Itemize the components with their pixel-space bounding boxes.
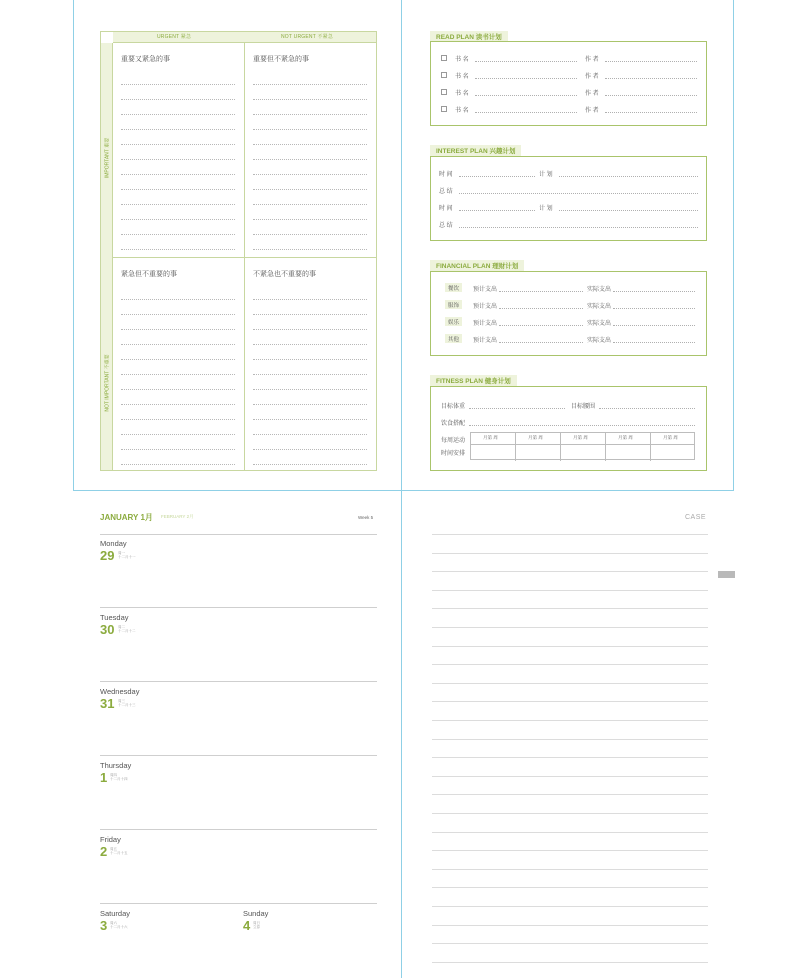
matrix-header-not-urgent: NOT URGENT 不紧急 [281,34,334,40]
day-name: Saturday [100,909,131,918]
note-line [432,943,708,944]
matrix-line [121,99,235,100]
matrix-line [253,129,367,130]
matrix-side-not-important: NOT IMPORTANT 不重要 [104,354,110,412]
page-guide-vertical-bottom [401,491,402,978]
book-name-line [475,78,577,79]
note-line [432,534,708,535]
quadrant-important-not-urgent-title: 重要但不紧急的事 [253,56,309,63]
note-line [432,906,708,907]
book-name-label: 书 名 [455,91,469,97]
quadrant-urgent-not-important-title: 紧急但不重要的事 [121,271,177,278]
day-separator [100,829,377,830]
matrix-line [121,314,235,315]
fitness-grid-cell [471,433,516,461]
author-label: 作 者 [585,91,599,97]
day-name: Wednesday [100,687,140,696]
day-lunar-weekday: 周四 [110,773,117,777]
matrix-line [121,449,235,450]
day-lunar-date: 十二月十一 [118,555,136,559]
matrix-line [253,99,367,100]
fitness-week-label: 月第 周 [573,435,588,440]
fitness-target-waist-line [599,408,695,409]
book-name-line [475,95,577,96]
note-line [432,813,708,814]
day-name: Friday [100,835,121,844]
note-line [432,869,708,870]
matrix-line [121,159,235,160]
fitness-target-weight-line [469,408,565,409]
interest-time-line-1 [459,176,535,177]
matrix-line [253,249,367,250]
note-line [432,757,708,758]
expense-category: 服饰 [445,300,462,309]
page-side-tab [718,571,735,578]
note-line [432,646,708,647]
note-line [432,850,708,851]
day-lunar-date: 立春 [253,925,260,929]
matrix-side [101,43,113,470]
actual-line [613,291,695,292]
day-separator [100,681,377,682]
day-number: 1 [100,770,108,785]
actual-label: 实际支出 [587,304,612,310]
note-line [432,571,708,572]
fitness-week-label: 月第 周 [618,435,633,440]
note-line [432,739,708,740]
matrix-line [253,234,367,235]
day-number: 3 [100,918,108,933]
read-plan-title: READ PLAN 读书计划 [430,31,508,42]
matrix-line [121,84,235,85]
matrix-header [113,32,376,43]
note-line [432,832,708,833]
note-line [432,925,708,926]
matrix-line [253,359,367,360]
actual-label: 实际支出 [587,321,612,327]
fitness-grid-cell [516,433,561,461]
book-name-line [475,112,577,113]
matrix-line [253,84,367,85]
day-lunar-date: 十二月十五 [110,851,128,855]
day-lunar-date: 十二月十六 [110,925,128,929]
calendar-month: JANUARY 1月 [100,513,153,522]
note-line [432,608,708,609]
budget-label: 预计支出 [473,321,498,327]
book-name-line [475,61,577,62]
budget-line [499,308,583,309]
book-checkbox [441,106,447,112]
matrix-line [253,299,367,300]
fitness-target-weight-label: 目标体重 [441,404,466,410]
interest-time-label-1: 时 间 [439,172,453,178]
matrix-line [253,464,367,465]
expense-category: 餐饮 [445,283,462,292]
matrix-line [253,159,367,160]
matrix-line [253,329,367,330]
day-number: 2 [100,844,108,859]
day-name: Tuesday [100,613,129,622]
matrix-line [121,234,235,235]
matrix-line [121,374,235,375]
interest-plan-label-2: 计 划 [539,206,553,212]
budget-line [499,325,583,326]
day-lunar-weekday: 周二 [118,625,125,629]
matrix-line [253,114,367,115]
matrix-header-urgent: URGENT 紧急 [157,34,192,40]
day-lunar-date: 十二月十二 [118,629,136,633]
matrix-line [121,464,235,465]
day-name: Monday [100,539,127,548]
note-line [432,627,708,628]
priority-matrix [100,31,377,471]
page-guide-left-top [73,0,74,490]
author-line [605,95,697,96]
interest-time-label-2: 时 间 [439,206,453,212]
author-line [605,61,697,62]
day-lunar-weekday: 周一 [118,551,125,555]
author-line [605,112,697,113]
matrix-line [253,434,367,435]
fitness-target-waist-label: 目标腰围 [571,404,596,410]
day-lunar-weekday: 周五 [110,847,117,851]
interest-plan-label-1: 计 划 [539,172,553,178]
actual-label: 实际支出 [587,338,612,344]
day-separator [100,755,377,756]
book-name-label: 书 名 [455,57,469,63]
matrix-line [121,129,235,130]
page-guide-horizontal [73,490,734,491]
day-lunar-weekday: 周三 [118,699,125,703]
interest-summary-label-1: 总 结 [439,189,453,195]
budget-label: 预计支出 [473,304,498,310]
matrix-line [121,359,235,360]
day-name: Thursday [100,761,132,770]
book-checkbox [441,72,447,78]
financial-plan-box [430,271,707,356]
matrix-line [121,219,235,220]
matrix-line [253,144,367,145]
fitness-week-label: 月第 周 [528,435,543,440]
actual-line [613,308,695,309]
note-line [432,664,708,665]
day-number: 30 [100,622,115,637]
day-number: 29 [100,548,115,563]
matrix-line [253,314,367,315]
day-lunar-weekday: 周六 [110,921,117,925]
fitness-plan-title: FITNESS PLAN 健身计划 [430,375,517,386]
matrix-line [253,344,367,345]
day-separator [100,903,377,904]
budget-label: 预计支出 [473,287,498,293]
matrix-line [121,419,235,420]
note-line [432,701,708,702]
author-label: 作 者 [585,57,599,63]
author-label: 作 者 [585,108,599,114]
day-number: 31 [100,696,115,711]
note-line [432,590,708,591]
budget-line [499,291,583,292]
matrix-line [253,204,367,205]
note-line [432,887,708,888]
actual-line [613,342,695,343]
matrix-line [121,114,235,115]
calendar-next-month: FEBRUARY 2月 [161,514,194,519]
day-lunar-date: 十二月十三 [118,703,136,707]
note-line [432,683,708,684]
matrix-line [121,189,235,190]
matrix-line [253,174,367,175]
matrix-line [121,174,235,175]
matrix-line [253,219,367,220]
fitness-week-label: 月第 周 [663,435,678,440]
book-name-label: 书 名 [455,74,469,80]
matrix-side-important: IMPORTANT 重要 [104,137,110,179]
read-plan-box [430,41,707,126]
fitness-grid-cell [651,433,696,461]
book-checkbox [441,89,447,95]
note-line [432,720,708,721]
actual-label: 实际支出 [587,287,612,293]
interest-plan-title: INTEREST PLAN 兴趣计划 [430,145,521,156]
actual-line [613,325,695,326]
day-lunar-weekday: 周日 [253,921,260,925]
matrix-divider-horizontal [113,257,376,258]
budget-label: 预计支出 [473,338,498,344]
expense-category: 其他 [445,334,462,343]
fitness-schedule-label: 时间安排 [441,451,466,457]
interest-plan-box [430,156,707,241]
matrix-line [253,189,367,190]
interest-plan-line-2 [559,210,698,211]
fitness-diet-label: 饮食搭配 [441,421,466,427]
interest-summary-line-2 [459,227,698,228]
interest-summary-label-2: 总 结 [439,223,453,229]
matrix-line [121,249,235,250]
matrix-line [253,404,367,405]
financial-plan-title: FINANCIAL PLAN 理财计划 [430,260,524,271]
matrix-line [121,329,235,330]
fitness-grid-cell [561,433,606,461]
fitness-grid-cell [606,433,651,461]
day-lunar-date: 十二月十四 [110,777,128,781]
quadrant-not-urgent-not-important-title: 不紧急也不重要的事 [253,271,316,278]
notes-title: CASE [685,514,707,521]
note-line [432,776,708,777]
matrix-line [121,204,235,205]
budget-line [499,342,583,343]
interest-time-line-2 [459,210,535,211]
day-separator [100,607,377,608]
matrix-line [253,389,367,390]
day-name: Sunday [243,909,269,918]
note-line [432,962,708,963]
matrix-line [253,419,367,420]
calendar-header-rule [100,534,377,535]
matrix-line [121,144,235,145]
page-guide-vertical-top [401,0,402,490]
matrix-line [121,344,235,345]
author-line [605,78,697,79]
matrix-line [253,374,367,375]
fitness-week-label: 月第 周 [483,435,498,440]
note-line [432,794,708,795]
interest-plan-line-1 [559,176,698,177]
matrix-line [121,299,235,300]
fitness-weekly-exercise-label: 每周运动 [441,438,466,444]
book-name-label: 书 名 [455,108,469,114]
fitness-week-grid [470,432,695,460]
calendar-week-number: Week 5 [358,515,374,520]
interest-summary-line-1 [459,193,698,194]
matrix-line [121,389,235,390]
matrix-line [121,404,235,405]
quadrant-urgent-important-title: 重要又紧急的事 [121,56,170,63]
fitness-diet-line [469,425,695,426]
matrix-line [121,434,235,435]
author-label: 作 者 [585,74,599,80]
matrix-line [253,449,367,450]
page-guide-right-top [733,0,734,490]
note-line [432,553,708,554]
expense-category: 娱乐 [445,317,462,326]
book-checkbox [441,55,447,61]
day-number: 4 [243,918,251,933]
